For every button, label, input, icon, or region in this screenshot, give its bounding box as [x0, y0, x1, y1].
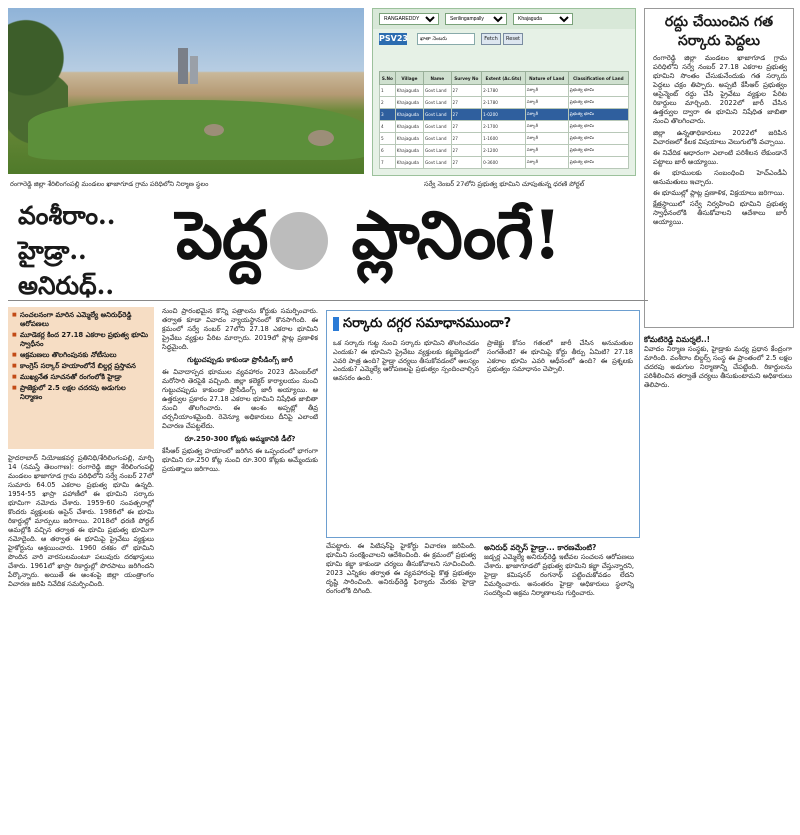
table-cell: 5 [380, 133, 396, 145]
highlights-list [12, 311, 150, 402]
table-cell: ప్రభుత్వ భూమి [568, 157, 628, 169]
photo-caption: రంగారెడ్డి జిల్లా శేరిలింగంపల్లి మండలం ఖాజాగూడ గ్రామ పరిధిలోని నిర్మాణ స్థలం [10, 180, 209, 188]
portal-caption: సర్వే నెంబర్ 27లోని ప్రభుత్వ భూమిని చూపుతున్న ధరణి పోర్టల్ [424, 180, 585, 188]
highlights-box [8, 307, 154, 449]
table-cell: సర్కారీ [525, 121, 568, 133]
table-cell: Khajaguda [395, 145, 423, 157]
table-cell: 27 [451, 133, 482, 145]
table-cell: 6 [380, 145, 396, 157]
table-cell: 2-1200 [482, 145, 526, 157]
building-graphic [178, 48, 188, 84]
table-cell: Govt Land [424, 145, 451, 157]
callout-column-left: ఒక సర్కారు గుట్ట నుంచి సర్కారు భూమిని తొలగించడం ఎందుకు? ఈ భూమిని ప్రైవేటు వ్యక్తులకు కట్టబెట్టడంలో ఎవరి పాత్ర ఉంది? హైడ్రా చర్యలు తీసుకోవడంలో ఆలస్యం ఎందుకు? ఎమ్మెల్యే ఆరోపణలపై ప్రభుత్వం స్పందించాల్సిన అవసరం ఉంది. [333, 339, 479, 383]
highlight-item: ■ ఆక్రమణలు తొలగింపునకు నోటీసులు [12, 351, 150, 360]
table-header-cell: Nature of Land [525, 72, 568, 85]
divider [8, 300, 648, 301]
table-row[interactable] [380, 97, 629, 109]
table-cell: ప్రభుత్వ భూమి [568, 85, 628, 97]
table-row[interactable] [380, 133, 629, 145]
table-cell: సర్కారీ [525, 133, 568, 145]
district-select[interactable] [379, 13, 439, 25]
table-row[interactable] [380, 85, 629, 97]
accent-bar [333, 317, 339, 331]
article-column-5 [644, 334, 792, 828]
table-cell: Khajaguda [395, 157, 423, 169]
table-cell: సర్కారీ [525, 145, 568, 157]
table-cell: 0-3600 [482, 157, 526, 169]
sidebar-bullet: జిల్లా ఉన్నతాధికారులు 2022లో జరిపిన విచారణలో కీలక విషయాలు వెలుగులోకి వచ్చాయి. [653, 129, 787, 146]
table-cell: ప్రభుత్వ భూమి [568, 133, 628, 145]
table-cell: Govt Land [424, 157, 451, 169]
table-cell: Khajaguda [395, 121, 423, 133]
table-cell: 7 [380, 157, 396, 169]
table-cell: 27 [451, 121, 482, 133]
table-cell: Khajaguda [395, 97, 423, 109]
headline-kicker [18, 198, 166, 303]
table-cell: 27 [451, 85, 482, 97]
pond-graphic [28, 100, 364, 160]
table-cell: ప్రభుత్వ భూమి [568, 145, 628, 157]
table-header-cell: Survey No [451, 72, 482, 85]
table-cell: 1-0200 [482, 109, 526, 121]
table-cell: 27 [451, 109, 482, 121]
callout-column-right: ప్రాజెక్టు కోసం గతంలో జారీ చేసిన అనుమతుల సంగతేంటి? ఈ భూమిపై కోర్టు తీర్పు ఏమిటి? 27.18 ఎకరాల భూమి ఎవరి ఆధీనంలో ఉంది? ఈ ప్రశ్నలకు ప్రభుత్వం సమాధానం చెప్పాలి. [487, 339, 633, 374]
sidebar-bullet: ఈ నివేదిక ఆధారంగా ఎలాంటి పరిశీలన లేకుండానే పట్టాలు జారీ అయ్యాయి. [653, 149, 787, 166]
table-cell: 27 [451, 157, 482, 169]
highlight-item: ■ సంచలనంగా మారిన ఎమ్మెల్యే అనిరుధ్‌రెడ్డి ఆరోపణలు [12, 311, 150, 329]
rock-graphic [308, 130, 334, 146]
building-graphic [190, 56, 198, 84]
village-select[interactable] [513, 13, 573, 25]
highlight-item: ■ మూడెకర్ల కింద 27.18 ఎకరాల ప్రభుత్వ భూమి స్వాధీనం [12, 331, 150, 349]
table-row[interactable] [380, 121, 629, 133]
table-cell: Govt Land [424, 133, 451, 145]
table-row[interactable] [380, 145, 629, 157]
table-header-cell: S.No [380, 72, 396, 85]
article-column-2 [162, 307, 318, 828]
construction-site-photo [8, 8, 364, 174]
table-cell: 2 [380, 97, 396, 109]
sidebar-bullet: ఈ భూముల్లో ప్లాట్ల ప్రణాళిక, విక్రయాలు జరిగాయి. [653, 189, 785, 197]
sidebar-title: రద్దు చేయించిన గత సర్కారు పెద్దలు [664, 14, 774, 49]
sidebar-box [644, 8, 794, 328]
table-cell: ప్రభుత్వ భూమి [568, 109, 628, 121]
article-text: వివాదం నిర్మాణ సంస్థకు, హైడ్రాకు మధ్య ప్రధాన కేంద్రంగా మారింది. వంశీరాం బిల్డర్స్ సంస్థ ఈ ప్రాంతంలో 2.5 లక్షల చదరపు అడుగుల నిర్మాణాన్ని చేపట్టింది. రికార్డులను పరిశీలించిన తర్వాతే చర్యలు తీసుకుంటామని అధికారులు తెలిపారు. [644, 345, 792, 389]
highlight-item: ■ కాంగ్రెస్ సర్కార్ హయాంలోనే బిల్డర్ల ప్రస్తావన [12, 362, 150, 371]
table-cell: 27 [451, 145, 482, 157]
article-text: హైదరాబాద్ నియోజకవర్గ ప్రతినిధి/శేరిలింగంపల్లి, మార్చి 14 (నమస్తే తెలంగాణ): రంగారెడ్డి జిల్లా శేరిలింగంపల్లి మండలం ఖాజాగూడ గ్రామ పరిధిలోని సర్వే నంబర్ 27లో సుమారు 64.05 ఎకరాల ప్రభుత్వ భూమి ఉన్నది. 1954-55 ఖాస్రా పహాణీలో ఈ భూమిని సర్కారు భూమిగా నమోదు చేశారు. 1959-60 సంవత్సరాల్లో కొందరు వ్యక్తులకు అసైన్ చేశారు. 1986లో ఈ భూమి రికార్డుల్లో మార్పులు జరిగాయి. 2018లో ధరణి పోర్టల్ అమల్లోకి వచ్చిన తర్వాత ఈ భూమి ప్రభుత్వ భూమిగా నమోదైంది. ఆ తర్వాత ఈ భూమిపై ప్రైవేటు వ్యక్తులు హైకోర్టును ఆశ్రయించారు. 1960 దశకం లో భూమిని పొందిన వారి వారసులమంటూ పలువురు దరఖాస్తులు చేశారు. 1961లో ఖాస్రా రికార్డుల్లో పొరపాటు జరిగిందని పేర్కొన్నారు. అయితే ఈ అంశంపై జిల్లా యంత్రాంగం విచారణ జరిపి నివేదిక సమర్పించింది. [8, 454, 154, 588]
table-cell: సర్కారీ [525, 97, 568, 109]
table-header-cell: Village [395, 72, 423, 85]
table-cell: 1-1600 [482, 133, 526, 145]
table-cell: Govt Land [424, 97, 451, 109]
sidebar-bullet: ఈ భూములకు సంబంధించి హెచ్ఎండీఏ అనుమతులు ఇచ్చారు. [653, 169, 787, 186]
table-header-cell: Name [424, 72, 451, 85]
rock-graphic [204, 124, 224, 136]
table-row[interactable] [380, 157, 629, 169]
reset-button[interactable]: Reset [503, 33, 523, 45]
callout-title-text: సర్కారు దగ్గర సమాధానముందా? [343, 316, 512, 331]
table-cell: ప్రభుత్వ భూమి [568, 121, 628, 133]
kicker-line: హైడ్రా.. [18, 236, 87, 265]
table-cell: Khajaguda [395, 109, 423, 121]
callout-title [333, 315, 633, 333]
land-records-table [379, 71, 629, 169]
highlight-item: ■ ప్రాజెక్టులో 2.5 లక్షల చదరపు అడుగుల నిర్మాణం [12, 384, 150, 402]
table-header-cell: Classification of Land [568, 72, 628, 85]
table-cell: Govt Land [424, 121, 451, 133]
kicker-line: వంశీరాం.. [18, 201, 116, 230]
kicker-line: అనిరుధ్.. [18, 271, 115, 300]
article-text: ఈ వివాదాస్పద భూముల వ్యవహారం 2023 డిసెంబర్‌లో మరోసారి తెరపైకి వచ్చింది. జిల్లా కలెక్టర్ కార్యాలయం నుంచి గుట్టుచప్పుడు కాకుండా ప్రొసీడింగ్స్ జారీ అయ్యాయి. ఆ ఉత్తర్వుల ప్రకారం 27.18 ఎకరాల భూమిని నిషేధిత జాబితా నుంచి తొలగించారు. ఈ అంశం అప్పట్లో తీవ్ర చర్చనీయాంశమైంది. రెవెన్యూ అధికారులు దీనిపై ఎలాంటి విచారణ చేపట్టలేదు. [162, 368, 318, 430]
captcha-code: PSV23 [379, 34, 408, 43]
article-column-4 [484, 542, 634, 828]
table-header-cell: Extent (Ac.Gts) [482, 72, 526, 85]
section-heading: అనిరుధ్ వర్సెస్ హైడ్రా... కారణమేంటి? [484, 543, 597, 552]
table-cell: సర్కారీ [525, 85, 568, 97]
table-cell: 1 [380, 85, 396, 97]
headline-part: ప్లానింగే! [329, 196, 561, 274]
sidebar-body [653, 54, 787, 229]
article-column-1 [8, 454, 154, 828]
table-cell: ప్రభుత్వ భూమి [568, 97, 628, 109]
article-column-3 [326, 542, 476, 828]
sidebar-intro: రంగారెడ్డి జిల్లా మండలం ఖాజాగూడ గ్రామ పరిధిలోని సర్వే నంబర్ 27.18 ఎకరాల ప్రభుత్వ భూమిని సొంతం చేసుకునేందుకు గత సర్కారు పెద్దలు చక్రం తిప్పారు. అప్పటి కేసీఆర్ ప్రభుత్వం అసైన్మెంట్ రద్దు చేసి ప్రైవేటు వ్యక్తుల పేరిట రికార్డులు మార్చింది. 2022లో జారీ చేసిన ఉత్తర్వుల ద్వారా ఈ భూమిని నిషేధిత జాబితా నుంచి తొలగించారు. [653, 54, 787, 125]
table-cell: 2-1780 [482, 85, 526, 97]
table-cell: Govt Land [424, 85, 451, 97]
subheading: గుట్టుచప్పుడు కాకుండా ప్రొసీడింగ్స్ జారీ [187, 356, 293, 364]
khata-input[interactable]: ఖాతా నెంబరు [417, 33, 475, 45]
table-row[interactable] [380, 109, 629, 121]
headline-part: పెద్ద [176, 196, 268, 274]
article-text: కేసీఆర్ ప్రభుత్వ హయాంలో జరిగిన ఈ ఒప్పందంలో భాగంగా భూమిని రూ.250 కోట్ల నుంచి రూ.300 కోట్లకు అమ్మేందుకు ప్రయత్నాలు జరిగాయి. [162, 447, 318, 473]
table-cell: Govt Land [424, 109, 451, 121]
table-cell: 4 [380, 121, 396, 133]
fetch-button[interactable]: Fetch [481, 33, 501, 45]
mandal-select[interactable] [445, 13, 507, 25]
table-cell: Khajaguda [395, 85, 423, 97]
main-headline [176, 185, 636, 285]
table-cell: 27 [451, 97, 482, 109]
section-heading: కోమటిరెడ్డి విమర్శలే..! [644, 335, 711, 344]
sidebar-bullet: క్షేత్రస్థాయిలో సర్వే నిర్వహించి భూమిని ప్రభుత్వ స్వాధీనంలోకి తీసుకోవాలని ఆదేశాలు జారీ అయ్యాయి. [653, 200, 787, 226]
table-cell: సర్కారీ [525, 157, 568, 169]
highlight-item: ■ ముఖ్యనేత సూచనతో రంగంలోకి హైడ్రా [12, 373, 150, 382]
article-text: జడ్చర్ల ఎమ్మెల్యే అనిరుధ్‌రెడ్డి ఇటీవల సంచలన ఆరోపణలు చేశారు. ఖాజాగూడలో ప్రభుత్వ భూమిని కబ్జా చేస్తున్నారని, హైడ్రా కమిషనర్ రంగనాథ్ పట్టించుకోవడం లేదని విమర్శించారు. అనంతరం హైడ్రా అధికారులు స్థలాన్ని సందర్శించి అక్రమ నిర్మాణాలను గుర్తించారు. [484, 553, 634, 597]
table-cell: సర్కారీ [525, 109, 568, 121]
table-cell: Khajaguda [395, 133, 423, 145]
article-text: నుంచి ప్రారంభమైన కొన్ని పత్రాలను కోర్టుకు సమర్పించారు. తర్వాత కూడా వివాదం న్యాయస్థానంలో కొనసాగింది. ఈ క్రమంలో సర్వే నంబర్ 27లోని 27.18 ఎకరాల భూమిని ప్రైవేటు వ్యక్తుల పేరిట మార్చారు. 2019లో ప్లాట్ల ప్రణాళిక సిద్ధమైంది. [162, 307, 318, 351]
article-text: చేపట్టారు. ఈ పిటిషన్‌పై హైకోర్టు విచారణ జరిపింది. భూమిని సంరక్షించాలని ఆదేశించింది. ఈ క్రమంలో ప్రభుత్వ భూమి కబ్జా కాకుండా చర్యలు తీసుకోవాలని సూచించింది. 2023 ఎన్నికల తర్వాత ఈ వ్యవహారంపై కొత్త ప్రభుత్వం దృష్టి సారించింది. అనిరుధ్‌రెడ్డి ఫిర్యాదు మేరకు హైడ్రా రంగంలోకి దిగింది. [326, 542, 476, 595]
dharani-portal-screenshot [372, 8, 636, 176]
headline-circle-glyph [270, 212, 328, 270]
subheading: రూ.250-300 కోట్లకు అమ్మకానికి డీల్? [184, 435, 296, 443]
questions-callout [326, 310, 640, 538]
table-cell: 3 [380, 109, 396, 121]
table-cell: 2-1700 [482, 121, 526, 133]
table-cell: 2-1780 [482, 97, 526, 109]
